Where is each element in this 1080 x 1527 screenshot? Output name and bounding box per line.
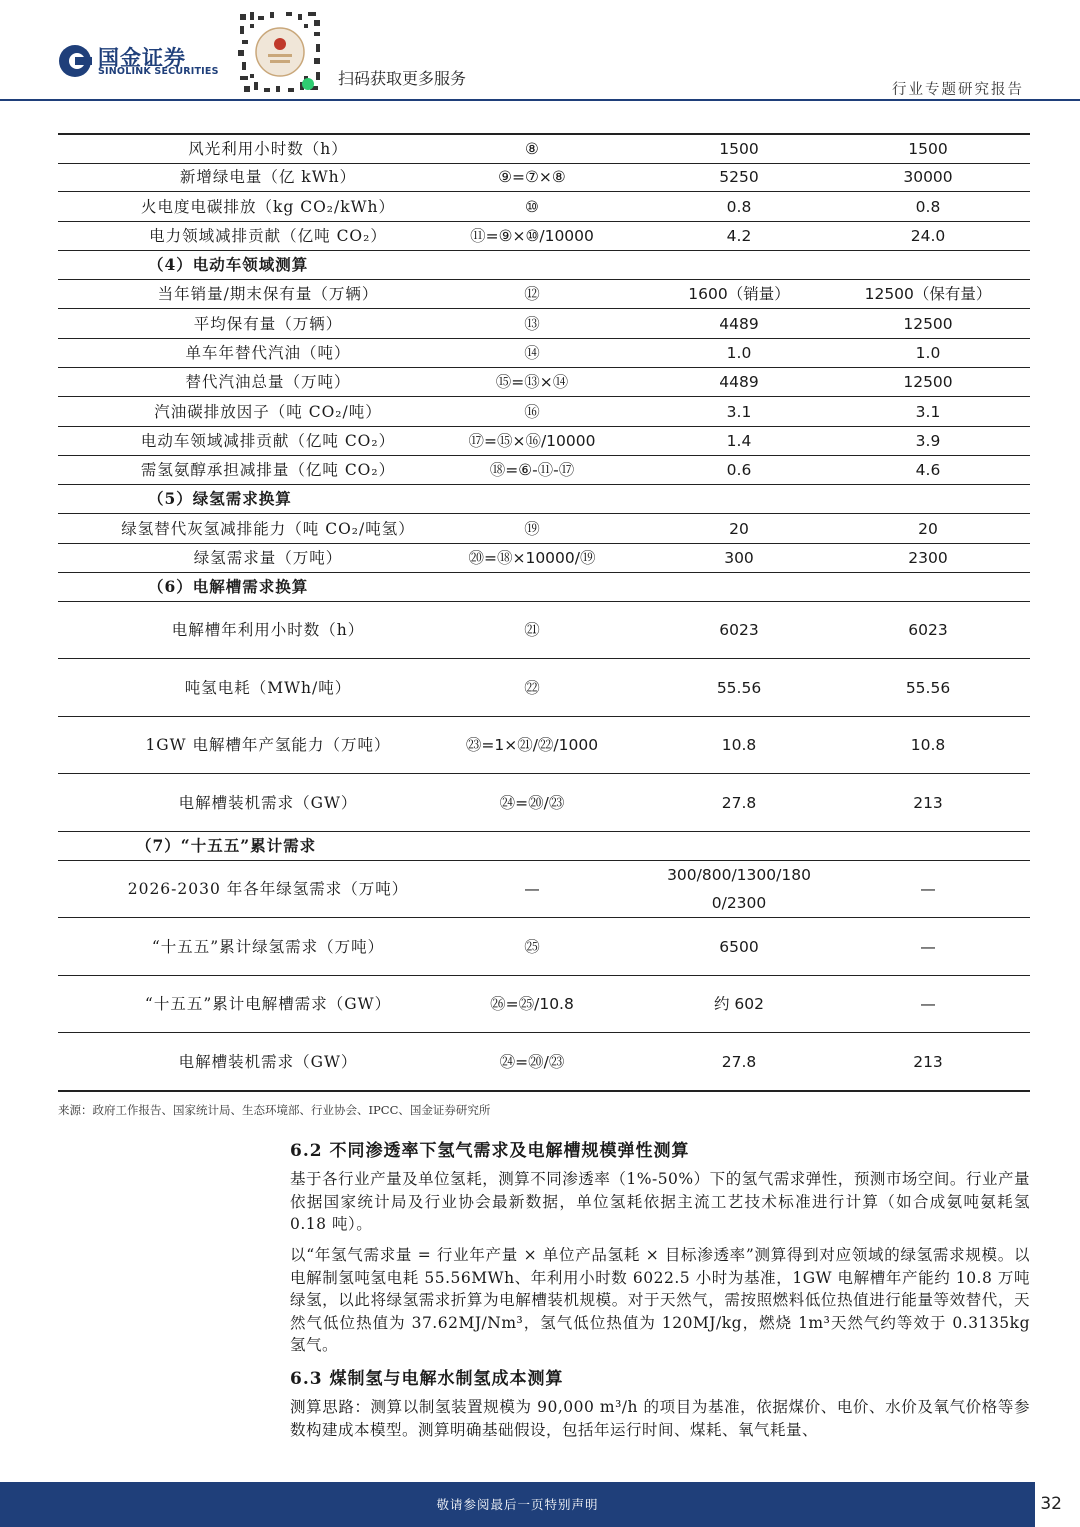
section-header-row: [58, 485, 1030, 514]
row-value-1: 0.6: [726, 461, 752, 479]
row-value-1: 4489: [719, 373, 759, 391]
row-value-1: 6500: [719, 937, 759, 956]
row-label: 1GW 电解槽年产氢能力（万吨）: [145, 736, 391, 754]
row-value-1: 4.2: [726, 227, 752, 245]
row-value-1: 4489: [719, 314, 759, 333]
row-value-1: 3.1: [726, 402, 752, 421]
row-value-1: 1600（销量）: [688, 285, 790, 303]
table-row: [58, 163, 1030, 192]
row-formula: ⑬: [524, 314, 540, 333]
row-value-1-line-2: 0/2300: [711, 894, 767, 912]
table-row: [58, 717, 1030, 774]
row-label: 新增绿电量（亿 kWh）: [179, 168, 357, 186]
company-name-en: SINOLINK SECURITIES: [98, 66, 219, 77]
page-number: 32: [1040, 1494, 1062, 1514]
header-divider: [0, 99, 1080, 101]
row-value-2: 2300: [908, 549, 948, 567]
table-source-note: 来源：政府工作报告、国家统计局、生态环境部、行业协会、IPCC、国金证券研究所: [58, 1103, 491, 1117]
row-label: 绿氢需求量（万吨）: [193, 549, 343, 567]
row-value-1: 1500: [719, 140, 759, 158]
row-value-2: 213: [913, 1052, 943, 1071]
table-row: [58, 976, 1030, 1033]
table-row: [58, 339, 1030, 368]
table-row: [58, 280, 1030, 309]
table-row: [58, 427, 1030, 456]
row-value-2: —: [920, 995, 936, 1013]
row-value-1: 300: [724, 549, 754, 567]
row-value-2: 0.8: [915, 197, 941, 216]
row-label: 单车年替代汽油（吨）: [185, 344, 351, 362]
table-row: [58, 1033, 1030, 1092]
row-formula: ⑳=⑱×10000/⑲: [468, 549, 596, 567]
row-value-1: 1.4: [726, 432, 752, 450]
row-value-2: 20: [918, 519, 938, 538]
row-label: 平均保有量（万辆）: [193, 314, 343, 333]
row-formula: ⑮=⑬×⑭: [495, 373, 569, 391]
section-6-2-paragraph-1: 基于各行业产量及单位氢耗，测算不同渗透率（1%-50%）下的氢气需求弹性，预测市场空间。行业产量依据国家统计局及行业协会最新数据，单位氢耗依据主流工艺技术标准进行计算（如合成氨吨氨耗氢 0.18 吨）。: [290, 1170, 1030, 1233]
row-value-2: 213: [913, 793, 943, 812]
row-value-1: 55.56: [716, 678, 762, 697]
row-value-2: 1500: [908, 140, 948, 158]
row-value-2: 12500: [903, 373, 953, 391]
table-row: [58, 774, 1030, 832]
table-row: [58, 659, 1030, 717]
row-label: 电力领域减排贡献（亿吨 CO₂）: [149, 227, 387, 245]
table-row: [58, 861, 1030, 918]
row-value-2: —: [920, 880, 936, 898]
row-label: 吨氢电耗（MWh/吨）: [184, 678, 352, 697]
sinolink-logo-icon: [58, 44, 92, 78]
page-footer: [0, 1482, 1080, 1527]
row-label: 火电度电碳排放（kg CO₂/kWh）: [140, 197, 396, 216]
row-label: 2026-2030 年各年绿氢需求（万吨）: [127, 880, 409, 898]
row-value-1: 5250: [719, 168, 759, 186]
row-label: 需氢氨醇承担减排量（亿吨 CO₂）: [140, 461, 396, 479]
row-formula: ⑲: [524, 519, 540, 538]
row-value-1: 0.8: [726, 197, 752, 216]
row-label: 替代汽油总量（万吨）: [185, 373, 351, 391]
section-header-row: [58, 573, 1030, 602]
section-title-6: （6）电解槽需求换算: [148, 577, 309, 596]
table-row: [58, 192, 1030, 222]
row-value-1: 20: [729, 519, 749, 538]
row-label: “十五五”累计绿氢需求（万吨）: [151, 937, 385, 956]
row-value-2: 3.9: [915, 432, 941, 450]
row-value-1: 1.0: [726, 344, 752, 362]
section-header-row: [58, 832, 1030, 861]
section-title-5: （5）绿氢需求换算: [148, 489, 292, 508]
row-label: 电解槽年利用小时数（h）: [171, 621, 365, 639]
row-formula: ⑰=⑮×⑯/10000: [468, 432, 596, 450]
row-label: 绿氢替代灰氢减排能力（吨 CO₂/吨氢）: [121, 519, 415, 538]
qr-code-icon[interactable]: [236, 8, 324, 96]
table-row: [58, 397, 1030, 427]
row-label: 当年销量/期末保有量（万辆）: [157, 285, 379, 303]
section-6-2-paragraph-2: 以“年氢气需求量 = 行业年产量 × 单位产品氢耗 × 目标渗透率”测算得到对应领域的绿氢需求规模。以电解制氢吨氢电耗 55.56MWh、年利用小时数 6022.5 小时为基准，1GW 电解槽年产能约 10.8 万吨绿氢，以此将绿氢需求折算为电解槽装机规模。对于天然气，需按照燃料低位热值进行能量等效替代，天然气低位热值为 37.62MJ/Nm³，氢气低位热值为 120MJ/kg，燃烧 1m³天然气约等效于 0.3135kg 氢气。: [290, 1246, 1030, 1354]
scan-prompt: 扫码获取更多服务: [338, 69, 467, 88]
section-header-row: [58, 251, 1030, 280]
table-row: [58, 133, 1030, 164]
table-row: [58, 918, 1030, 976]
section-heading-6-2: 6.2 不同渗透率下氢气需求及电解槽规模弹性测算: [290, 1141, 690, 1161]
row-value-2: —: [920, 937, 936, 956]
row-value-1-line-1: 300/800/1300/180: [667, 866, 811, 884]
row-formula: ⑪=⑨×⑩/10000: [470, 227, 594, 245]
row-value-2: 12500（保有量）: [864, 285, 992, 303]
row-value-2: 30000: [903, 168, 953, 186]
row-formula: ㉖=㉕/10.8: [490, 995, 574, 1013]
row-formula: ⑫: [524, 285, 540, 303]
row-value-2: 1.0: [915, 344, 941, 362]
page-header: [0, 0, 1080, 104]
row-formula: ㉔=⑳/㉓: [499, 1052, 565, 1071]
table-row: [58, 514, 1030, 544]
section-6-3-paragraph-1: 测算思路：测算以制氢装置规模为 90,000 m³/h 的项目为基准，依据煤价、电价、水价及氧气价格等参数构建成本模型。测算明确基础假设，包括年运行时间、煤耗、氧气耗量、: [290, 1398, 1030, 1439]
table-row: [58, 456, 1030, 485]
row-formula: ⑧: [525, 140, 539, 158]
row-value-2: 3.1: [915, 402, 941, 421]
row-formula: ㉒: [524, 678, 540, 697]
footer-disclaimer[interactable]: 敬请参阅最后一页特别声明: [436, 1497, 599, 1512]
row-value-2: 12500: [903, 314, 953, 333]
row-value-1: 27.8: [721, 793, 757, 812]
section-title-4: （4）电动车领域测算: [148, 255, 309, 274]
table-row: [58, 222, 1030, 251]
row-formula: —: [524, 880, 540, 898]
row-label: 汽油碳排放因子（吨 CO₂/吨）: [154, 402, 382, 421]
table-row: [58, 368, 1030, 397]
table-row: [58, 309, 1030, 339]
company-name-cn: 国金证券: [98, 46, 186, 70]
row-formula: ⑯: [524, 402, 540, 421]
row-value-2: 4.6: [915, 461, 941, 479]
row-formula: ⑱=⑥-⑪-⑰: [489, 461, 575, 479]
row-formula: ㉑: [524, 621, 540, 639]
section-heading-6-3: 6.3 煤制氢与电解水制氢成本测算: [290, 1369, 564, 1389]
row-label: 电动车领域减排贡献（亿吨 CO₂）: [140, 432, 396, 450]
row-value-2: 6023: [908, 621, 948, 639]
row-formula: ⑩: [525, 197, 539, 216]
table-row: [58, 544, 1030, 573]
section-title-7: （7）“十五五”累计需求: [136, 836, 317, 855]
row-label: 电解槽装机需求（GW）: [178, 1052, 358, 1071]
row-label: 风光利用小时数（h）: [188, 140, 348, 158]
row-value-2: 24.0: [910, 227, 946, 245]
row-value-2: 55.56: [905, 678, 951, 697]
table-row: [58, 602, 1030, 659]
row-value-1: 约 602: [713, 995, 764, 1013]
row-label: “十五五”累计电解槽需求（GW）: [144, 995, 392, 1013]
row-value-1: 27.8: [721, 1052, 757, 1071]
row-formula: ⑨=⑦×⑧: [498, 168, 566, 186]
row-formula: ㉔=⑳/㉓: [499, 793, 565, 812]
row-formula: ㉕: [524, 937, 540, 956]
row-value-1: [643, 861, 835, 917]
row-formula: ㉓=1×㉑/㉒/1000: [465, 736, 599, 754]
row-value-1: 6023: [719, 621, 759, 639]
row-label: 电解槽装机需求（GW）: [178, 793, 358, 812]
report-type: 行业专题研究报告: [892, 82, 1024, 98]
row-formula: ⑭: [524, 344, 540, 362]
row-value-2: 10.8: [910, 736, 946, 754]
row-value-1: 10.8: [721, 736, 757, 754]
